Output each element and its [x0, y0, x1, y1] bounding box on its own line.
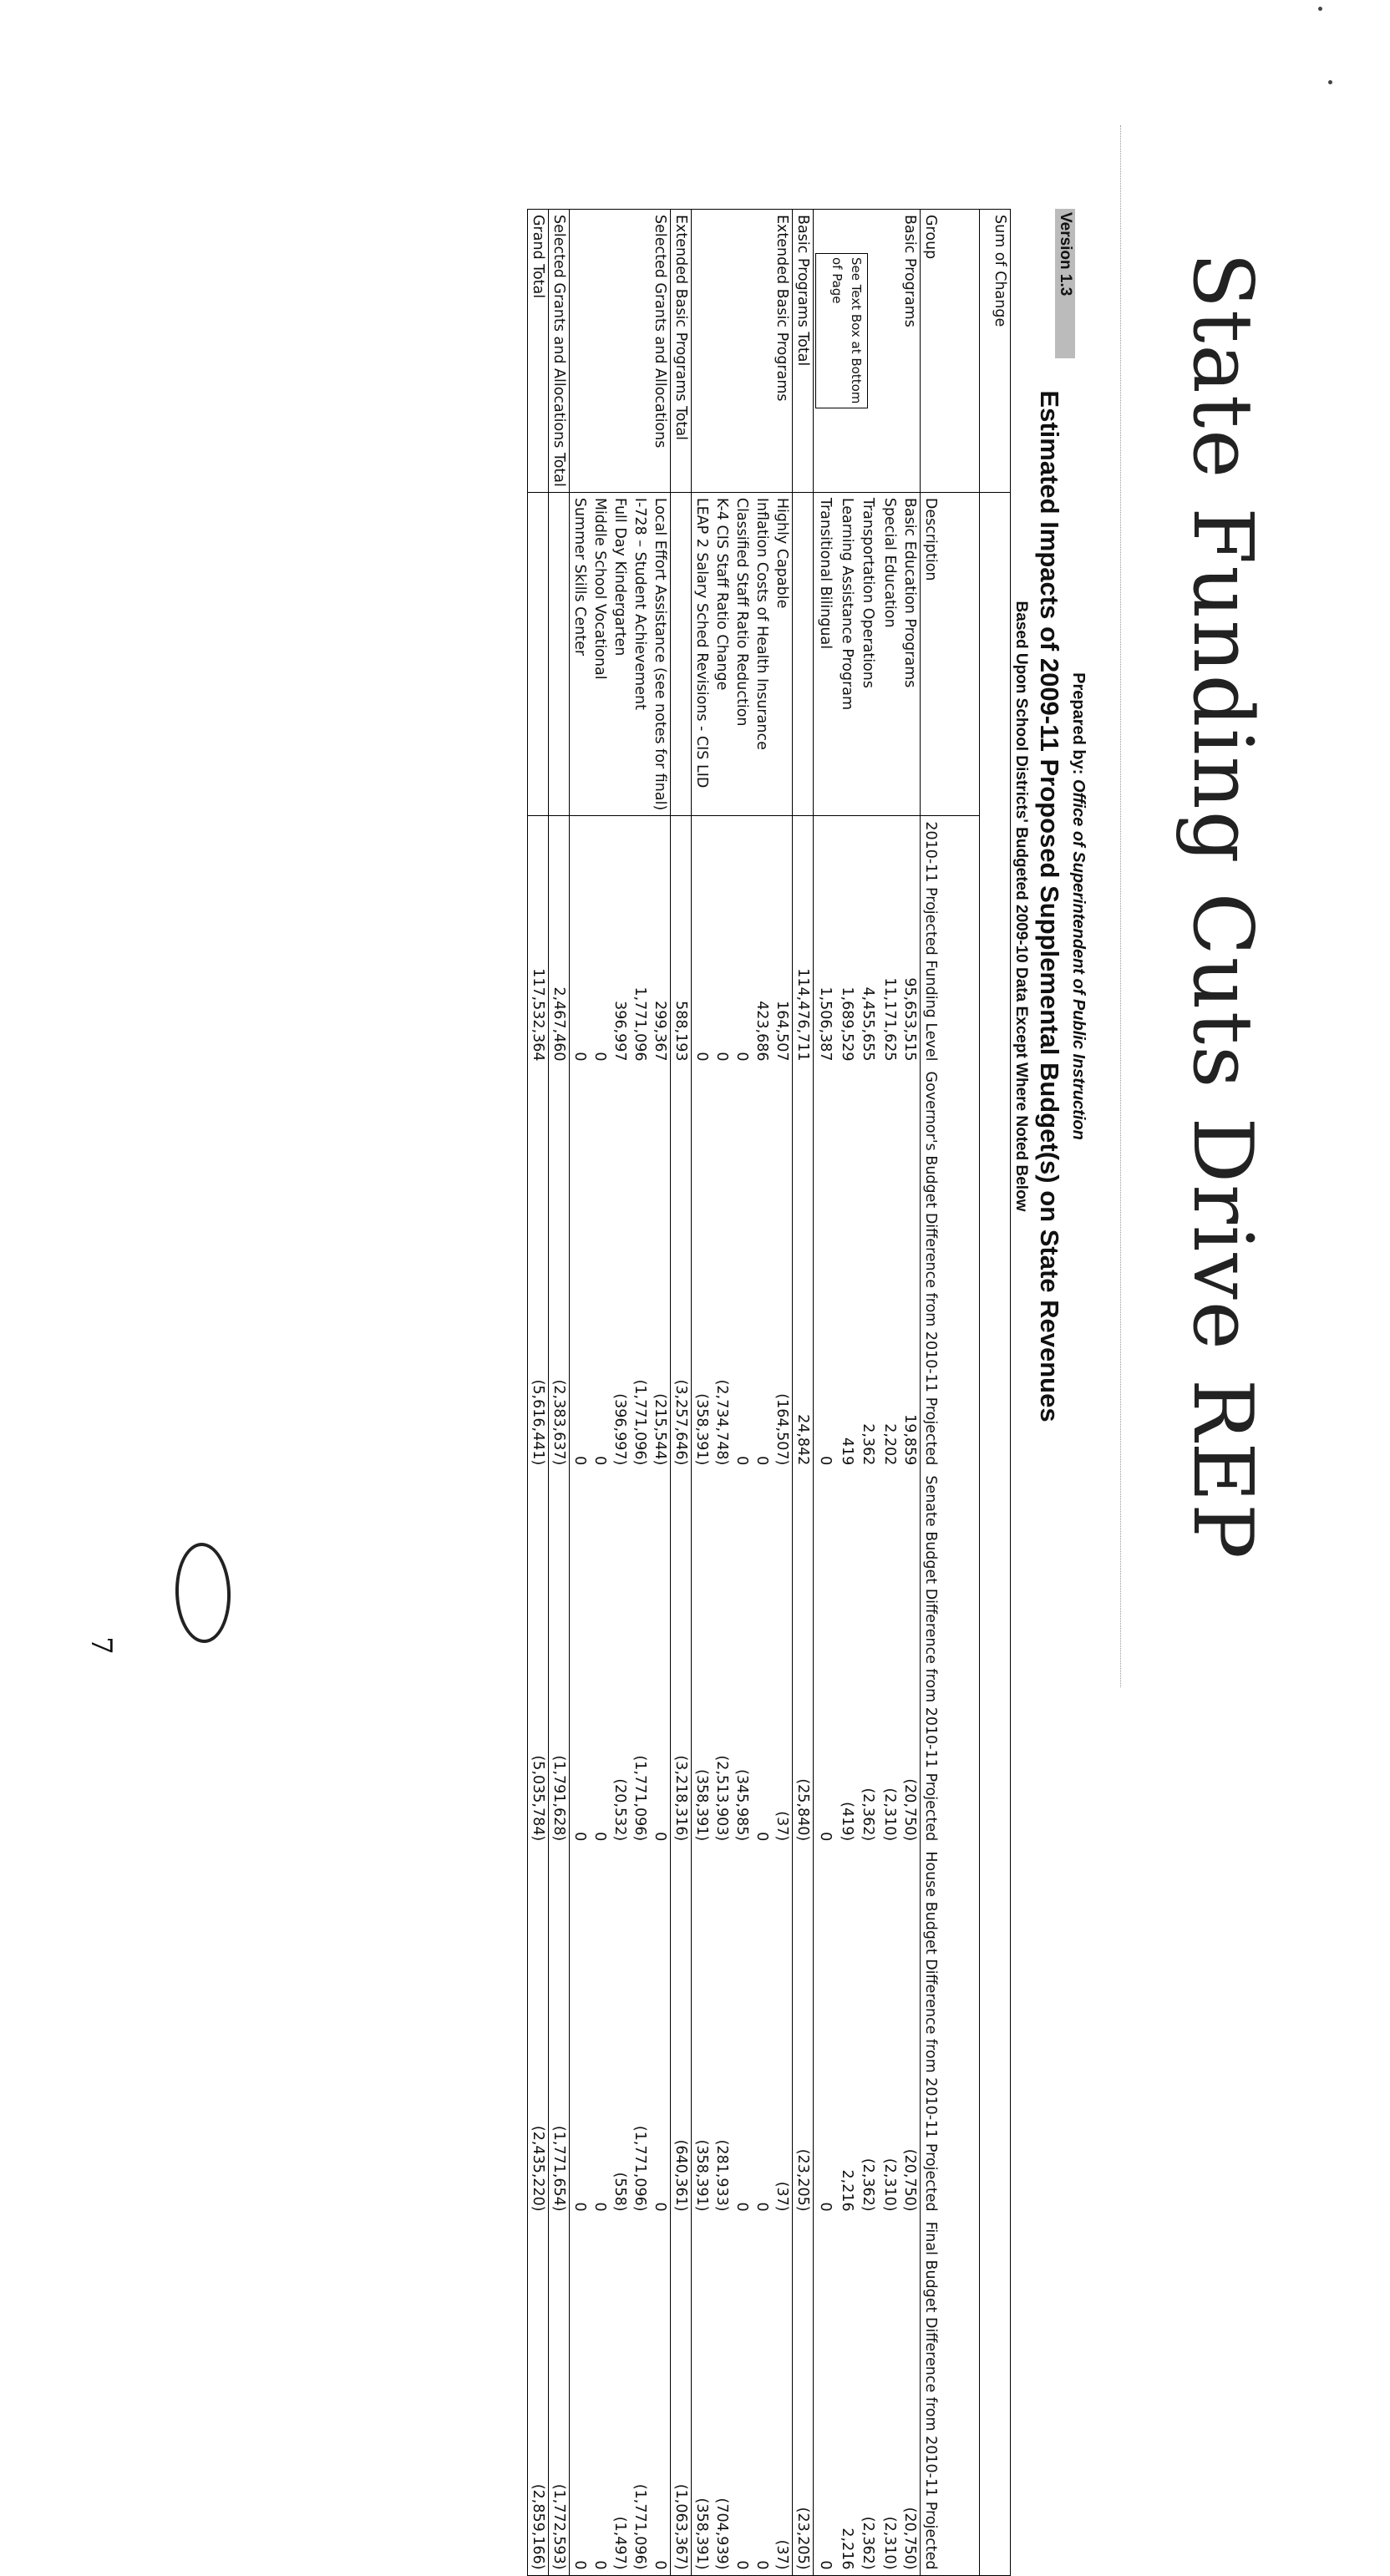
- row-group: [549, 210, 570, 493]
- row-description: [549, 492, 570, 815]
- row-senate-value: (25,840): [793, 1470, 814, 1846]
- row-house-value: (23,205): [793, 1846, 814, 2216]
- row-funding-value: 164,507: [772, 816, 793, 1067]
- sum-of-change-label: Sum of Change: [980, 210, 1011, 493]
- row-funding-value: 0: [570, 816, 591, 1067]
- row-final-value: (358,391): [692, 2217, 713, 2575]
- table-row: [835, 210, 857, 2576]
- row-funding-value: 0: [590, 816, 610, 1067]
- row-funding-value: 588,193: [671, 816, 692, 1067]
- row-final-value: (2,859,166): [528, 2217, 549, 2575]
- row-senate-value: (3,218,316): [671, 1470, 692, 1846]
- row-group-label: Selected Grants and Allocations: [652, 215, 668, 449]
- row-description: Transitional Bilingual: [816, 497, 834, 650]
- page-title: State Funding Cuts Drive REP: [1174, 251, 1270, 1561]
- row-senate-value: 0: [753, 1832, 770, 1842]
- row-funding-value: 0: [712, 816, 732, 1067]
- row-gov-value: 0: [571, 1456, 588, 1466]
- prepared-by-prefix: Prepared by:: [1069, 672, 1088, 779]
- row-group: [570, 210, 591, 493]
- col-header-governor: Governor's Budget Difference from 2010-11 Projected: [921, 1067, 980, 1471]
- row-group: [590, 210, 610, 493]
- col-header-description: Description: [921, 492, 980, 815]
- table-row: [610, 210, 630, 2576]
- row-final-value: 0: [590, 2217, 610, 2575]
- row-final-value: 0: [732, 2217, 752, 2575]
- row-description: LEAP 2 Salary Sched Revisions - CIS LID: [693, 497, 710, 789]
- row-description: Transportation Operations: [860, 497, 877, 688]
- col-header-house: House Budget Difference from 2010-11 Projected: [921, 1846, 980, 2216]
- row-group: [772, 210, 793, 493]
- row-house-value: (281,933): [713, 2139, 730, 2212]
- row-final-value: 0: [752, 2217, 772, 2575]
- row-gov-value: 2,362: [860, 1423, 877, 1466]
- row-funding-value: 396,997: [610, 816, 630, 1067]
- row-group: [650, 210, 671, 493]
- row-description: Middle School Vocational: [591, 497, 608, 680]
- row-description: Basic Education Programs: [901, 497, 918, 688]
- table-row: [814, 210, 835, 2576]
- row-final-value: (1,772,593): [549, 2217, 570, 2575]
- row-group: [793, 210, 814, 493]
- table-total-row: [793, 210, 814, 2576]
- table-column-header-row: [921, 210, 980, 2576]
- row-gov-value: (1,771,096): [632, 1379, 648, 1466]
- row-funding-value: 1,506,387: [814, 816, 835, 1067]
- report-basis-note: Based Upon School Districts' Budgeted 2009-10 Data Except Where Noted Below: [1012, 601, 1030, 1212]
- row-house-value: (2,362): [860, 2158, 877, 2212]
- row-house-value: (2,310): [881, 2158, 898, 2212]
- table-row: [878, 210, 900, 2576]
- row-senate-value: 0: [816, 1832, 834, 1842]
- table-total-row: [671, 210, 692, 2576]
- row-group: [712, 210, 732, 493]
- row-final-value: (704,939): [712, 2217, 732, 2575]
- row-senate-value: (345,985): [733, 1769, 750, 1842]
- prepared-by-org: Office of Superintendent of Public Instruction: [1069, 778, 1088, 1140]
- row-funding-value: 0: [692, 816, 713, 1067]
- title-divider: [1120, 125, 1121, 1687]
- row-house-value: (37): [774, 2181, 790, 2212]
- row-description: Classified Staff Ratio Reduction: [733, 497, 750, 727]
- row-gov-value: (5,616,441): [528, 1067, 549, 1471]
- hand-drawn-circle: [174, 1542, 232, 1644]
- row-funding-value: 2,467,460: [549, 816, 570, 1067]
- row-house-value: 0: [733, 2202, 750, 2212]
- row-gov-value: (164,507): [774, 1393, 790, 1466]
- row-final-value: 2,216: [835, 2217, 857, 2575]
- row-funding-value: 4,455,655: [857, 816, 879, 1067]
- row-final-value: (20,750): [900, 2217, 921, 2575]
- row-senate-value: (358,391): [693, 1769, 710, 1842]
- row-senate-value: (1,771,096): [632, 1755, 648, 1842]
- table-row: [590, 210, 610, 2576]
- version-badge: Version 1.3: [1055, 209, 1075, 358]
- header-spacer: [980, 492, 1011, 2575]
- row-group: [900, 210, 921, 493]
- row-description: [671, 492, 692, 815]
- row-group-label: Grand Total: [530, 215, 546, 299]
- table-total-row: [549, 210, 570, 2576]
- row-gov-value: (396,997): [611, 1393, 628, 1466]
- scan-speck: [1318, 7, 1322, 11]
- row-funding-value: 299,367: [650, 816, 671, 1067]
- table-row: [772, 210, 793, 2576]
- row-group-label: Basic Programs Total: [794, 215, 811, 367]
- row-description: Learning Assistance Program: [838, 497, 855, 711]
- row-description: I-728 – Student Achievement: [632, 497, 648, 710]
- row-senate-value: (2,513,903): [713, 1755, 730, 1842]
- table-row: [857, 210, 879, 2576]
- row-senate-value: (20,532): [611, 1778, 628, 1842]
- col-header-group: Group: [921, 210, 980, 493]
- row-funding-value: 11,171,625: [878, 816, 900, 1067]
- row-group: [732, 210, 752, 493]
- row-funding-value: 117,532,364: [528, 816, 549, 1067]
- row-group: [528, 210, 549, 493]
- row-senate-value: 0: [652, 1832, 668, 1842]
- row-group: [630, 210, 650, 493]
- row-house-value: 0: [571, 2202, 588, 2212]
- row-description: K-4 CIS Staff Ratio Change: [713, 497, 730, 691]
- row-gov-value: 0: [753, 1456, 770, 1466]
- row-gov-value: 2,202: [881, 1423, 898, 1466]
- row-description: Full Day Kindergarten: [611, 497, 628, 657]
- row-gov-value: (2,383,637): [549, 1067, 570, 1471]
- row-funding-value: 1,771,096: [630, 816, 650, 1067]
- row-group-label: Selected Grants and Allocations Total: [550, 215, 567, 487]
- row-description: [793, 492, 814, 815]
- col-header-funding: 2010-11 Projected Funding Level: [921, 816, 980, 1067]
- row-description: Highly Capable: [774, 497, 790, 609]
- row-final-value: (2,362): [857, 2217, 879, 2575]
- row-gov-value: 0: [591, 1456, 608, 1466]
- row-final-value: (37): [772, 2217, 793, 2575]
- row-senate-value: 0: [571, 1832, 588, 1842]
- table-row: [570, 210, 591, 2576]
- table-total-row: [528, 210, 549, 2576]
- row-gov-value: 19,859: [901, 1414, 918, 1466]
- row-group: [814, 210, 900, 493]
- row-gov-value: 0: [733, 1456, 750, 1466]
- row-description: Special Education: [881, 497, 898, 628]
- row-group: [671, 210, 692, 493]
- row-final-value: (1,497): [610, 2217, 630, 2575]
- row-funding-value: 1,689,529: [835, 816, 857, 1067]
- row-funding-value: 114,476,711: [793, 816, 814, 1067]
- row-final-value: (1,771,096): [630, 2217, 650, 2575]
- row-final-value: 0: [650, 2217, 671, 2575]
- row-funding-value: 95,653,515: [900, 816, 921, 1067]
- row-description: Summer Skills Center: [571, 497, 588, 657]
- page-number: 7: [84, 1636, 118, 1655]
- table-row: [630, 210, 650, 2576]
- row-group-label: Extended Basic Programs: [774, 215, 790, 402]
- row-house-value: 2,216: [838, 2169, 855, 2212]
- row-house-value: (558): [611, 2172, 628, 2212]
- row-house-value: 0: [753, 2202, 770, 2212]
- row-group: [610, 210, 630, 493]
- budget-impact-table: [527, 209, 1011, 2576]
- col-header-final: Final Budget Difference from 2010-11 Projected: [921, 2217, 980, 2575]
- row-senate-value: (2,310): [881, 1787, 898, 1842]
- row-senate-value: (20,750): [901, 1778, 918, 1842]
- row-funding-value: 0: [732, 816, 752, 1067]
- row-description: Local Effort Assistance (see notes for final): [652, 497, 668, 811]
- row-senate-value: (419): [838, 1802, 855, 1842]
- row-senate-value: (1,791,628): [549, 1470, 570, 1846]
- row-gov-value: 419: [838, 1437, 855, 1466]
- row-senate-value: (2,362): [860, 1787, 877, 1842]
- row-group: [752, 210, 772, 493]
- row-group-label: Basic Programs: [901, 215, 918, 327]
- scan-speck: [1328, 80, 1332, 84]
- row-group-label: Extended Basic Programs Total: [672, 215, 689, 440]
- table-row: [752, 210, 772, 2576]
- row-final-value: (1,063,367): [671, 2217, 692, 2575]
- row-house-value: (20,750): [901, 2148, 918, 2212]
- row-gov-value: (2,734,748): [713, 1379, 730, 1466]
- table-header-sum-row: [980, 210, 1011, 2576]
- row-house-value: 0: [652, 2202, 668, 2212]
- row-house-value: 0: [591, 2202, 608, 2212]
- row-description: Inflation Costs of Health Insurance: [753, 497, 770, 750]
- row-final-value: (23,205): [793, 2217, 814, 2575]
- row-house-value: (1,771,096): [632, 2125, 648, 2212]
- row-senate-value: 0: [591, 1832, 608, 1842]
- table-row: [900, 210, 921, 2576]
- row-gov-value: (358,391): [693, 1393, 710, 1466]
- row-house-value: 0: [816, 2202, 834, 2212]
- col-header-senate: Senate Budget Difference from 2010-11 Projected: [921, 1470, 980, 1846]
- table-row: [692, 210, 713, 2576]
- row-final-value: (2,310): [878, 2217, 900, 2575]
- row-description: [528, 492, 549, 815]
- row-house-value: (1,771,654): [549, 1846, 570, 2216]
- row-gov-value: 24,842: [793, 1067, 814, 1471]
- row-house-value: (358,391): [693, 2139, 710, 2212]
- row-group: [692, 210, 713, 493]
- row-gov-value: (215,544): [652, 1393, 668, 1466]
- row-house-value: (2,435,220): [528, 1846, 549, 2216]
- row-senate-value: (5,035,784): [528, 1470, 549, 1846]
- row-gov-value: 0: [816, 1456, 834, 1466]
- table-row: [650, 210, 671, 2576]
- rotated-document: [175, 125, 1270, 2570]
- table-row: [732, 210, 752, 2576]
- table-row: [712, 210, 732, 2576]
- text-box-note: See Text Box at Bottom of Page: [815, 253, 868, 408]
- row-gov-value: (3,257,646): [671, 1067, 692, 1471]
- row-final-value: 0: [570, 2217, 591, 2575]
- row-funding-value: 423,686: [752, 816, 772, 1067]
- report-subtitle: Estimated Impacts of 2009-11 Proposed Supplemental Budget(s) on State Revenues: [1035, 390, 1064, 1422]
- row-senate-value: (37): [774, 1811, 790, 1842]
- prepared-by: [1068, 125, 1088, 1687]
- row-house-value: (640,361): [671, 1846, 692, 2216]
- row-final-value: 0: [814, 2217, 835, 2575]
